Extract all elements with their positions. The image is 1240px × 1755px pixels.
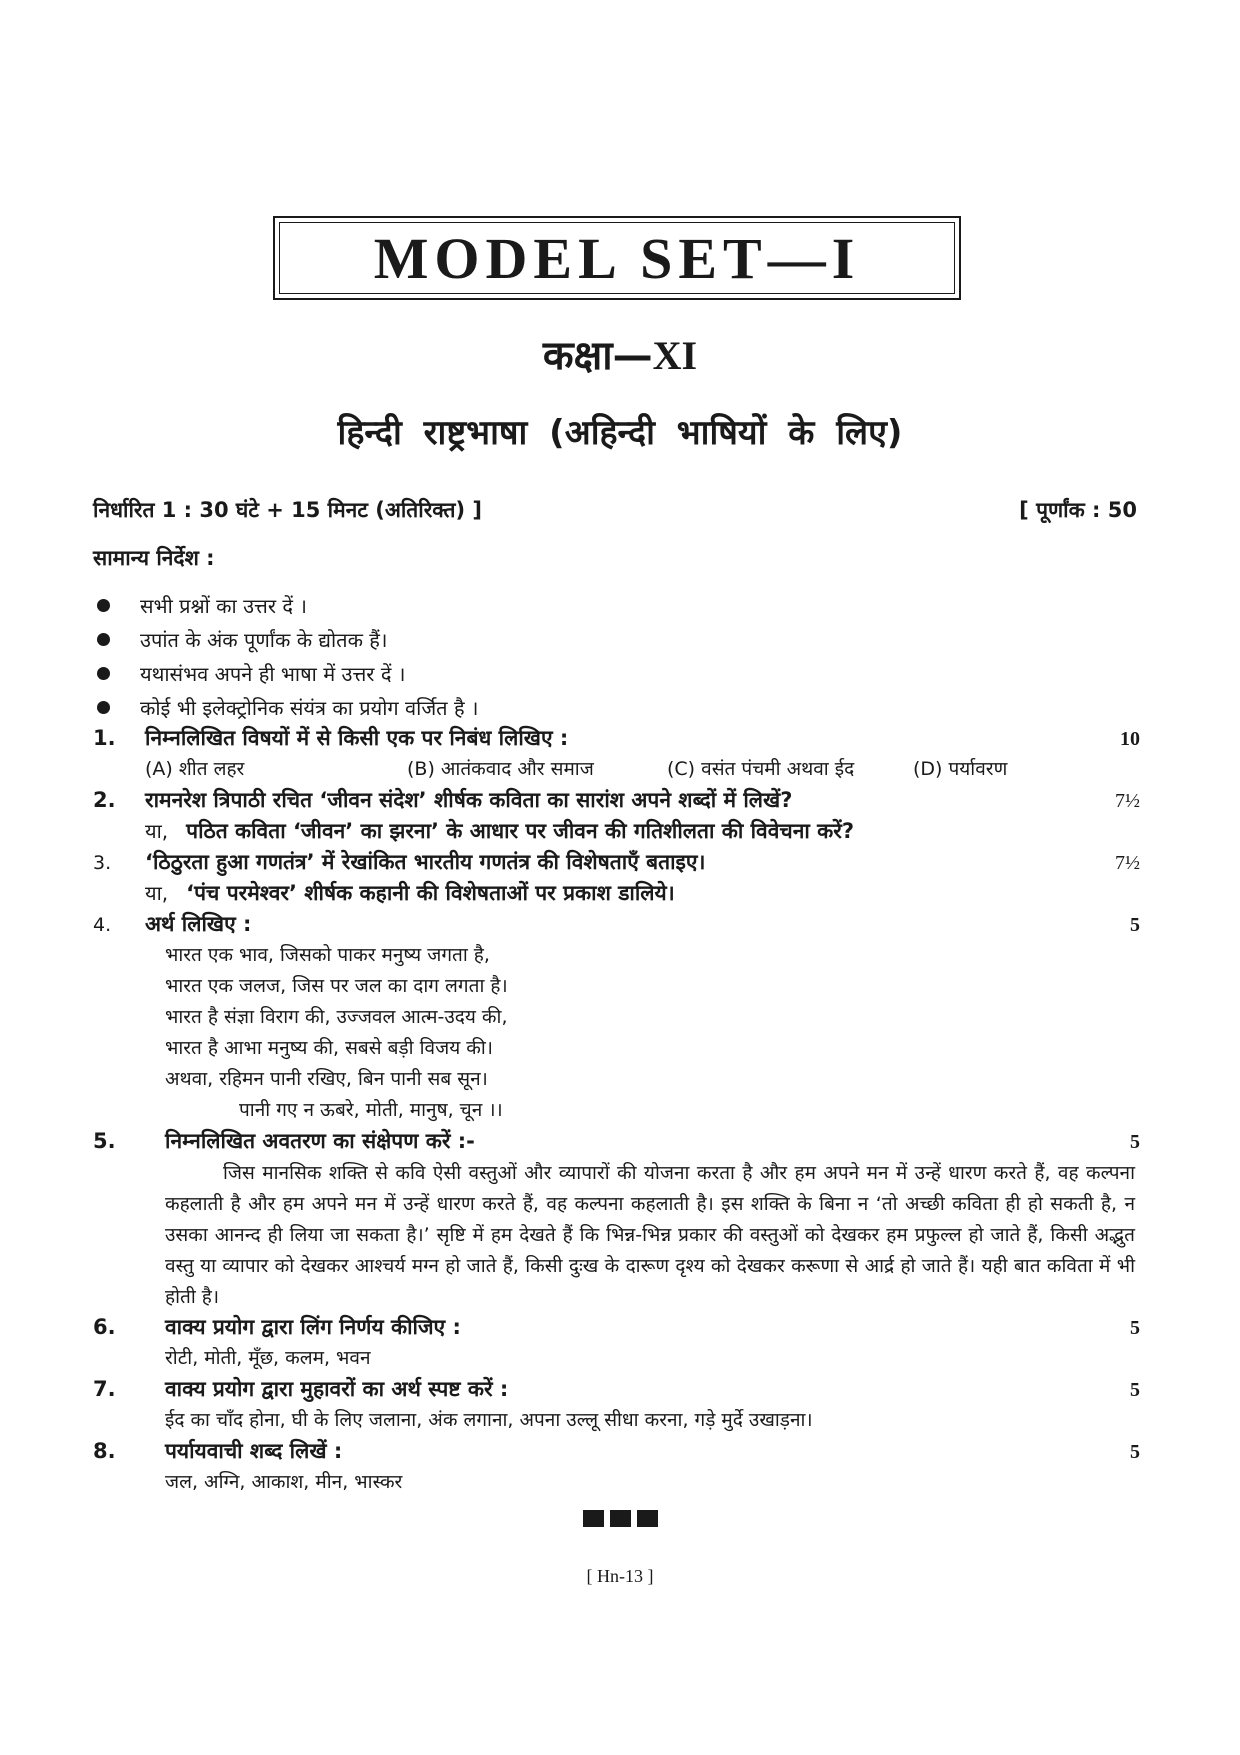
alternative-label: या, <box>145 819 169 843</box>
question-marks: 7½ <box>1115 790 1140 812</box>
question-number: 5. <box>93 1129 116 1153</box>
question-2 <box>93 786 1140 817</box>
question-number: 8. <box>93 1439 116 1463</box>
end-of-paper-marks <box>0 1510 1240 1527</box>
option-c: (C) वसंत पंचमी अथवा ईद <box>667 758 855 780</box>
instruction-text: उपांत के अंक पूर्णांक के द्योतक हैं। <box>140 627 388 652</box>
bullet-icon <box>97 667 110 680</box>
end-square-icon <box>637 1510 658 1527</box>
instructions-heading: सामान्य निर्देश : <box>93 546 215 570</box>
question-number: 4. <box>93 914 112 936</box>
question-4 <box>93 910 1140 941</box>
instruction-text: कोई भी इलेक्ट्रोनिक संयंत्र का प्रयोग वर्जित है । <box>140 695 479 720</box>
subject-heading: हिन्दी राष्ट्रभाषा (अहिन्दी भाषियों के लिए) <box>337 413 903 453</box>
class-value: XI <box>652 333 698 378</box>
bullet-icon <box>97 599 110 612</box>
question-number: 2. <box>93 788 116 812</box>
question-text: वाक्य प्रयोग द्वारा मुहावरों का अर्थ स्पष्ट करें : <box>165 1377 509 1401</box>
question-number: 6. <box>93 1315 116 1339</box>
question-1-options <box>93 755 1140 786</box>
exam-meta-row <box>93 496 1137 524</box>
end-square-icon <box>610 1510 631 1527</box>
instruction-item <box>93 656 1133 690</box>
idiom-list: ईद का चाँद होना, घी के लिए जलाना, अंक लगाना, अपना उल्लू सीधा करना, गड़े मुर्दे उखाड़ना। <box>165 1409 813 1431</box>
poem-line: भारत है आभा मनुष्य की, सबसे बड़ी विजय की। <box>165 1037 493 1059</box>
question-text: निम्नलिखित अवतरण का संक्षेपण करें :- <box>165 1129 475 1153</box>
class-prefix: कक्षा— <box>542 333 653 379</box>
question-marks: 5 <box>1130 1379 1140 1401</box>
question-marks: 5 <box>1130 1441 1140 1463</box>
class-heading <box>0 326 1240 381</box>
option-b: (B) आतंकवाद और समाज <box>407 758 594 780</box>
page-number: [ Hn-13 ] <box>586 1566 654 1586</box>
instruction-item <box>93 588 1133 622</box>
question-marks: 5 <box>1130 914 1140 936</box>
word-list: रोटी, मोती, मूँछ, कलम, भवन <box>165 1347 371 1369</box>
title-box <box>273 216 961 300</box>
question-number: 3. <box>93 852 112 874</box>
alternative-text: पठित कविता ‘जीवन’ का झरना’ के आधार पर जीवन की गतिशीलता की विवेचना करें? <box>186 819 855 843</box>
question-number: 7. <box>93 1377 116 1401</box>
question-number: 1. <box>93 726 116 750</box>
question-2-alternative <box>93 817 1140 848</box>
bullet-icon <box>97 633 110 646</box>
option-a: (A) शीत लहर <box>145 758 245 780</box>
bullet-icon <box>97 701 110 714</box>
page-title: MODEL SET—I <box>373 225 861 291</box>
full-marks: [ पूर्णांक : 50 <box>1019 498 1137 522</box>
question-3-alternative <box>93 879 1140 910</box>
alternative-text: ‘पंच परमेश्वर’ शीर्षक कहानी की विशेषताओं पर प्रकाश डालिये। <box>186 881 675 905</box>
poem-line: पानी गए न ऊबरे, मोती, मानुष, चून ।। <box>239 1099 503 1121</box>
instruction-text: यथासंभव अपने ही भाषा में उत्तर दें । <box>140 661 406 686</box>
option-d: (D) पर्यावरण <box>913 758 1008 780</box>
question-text: ‘ठिठुरता हुआ गणतंत्र’ में रेखांकित भारतीय गणतंत्र की विशेषताएँ बताइए। <box>145 850 706 874</box>
questions-section <box>93 724 1140 1499</box>
instructions-list <box>93 588 1133 724</box>
question-marks: 5 <box>1130 1131 1140 1153</box>
question-text: निम्नलिखित विषयों में से किसी एक पर निबंध लिखिए : <box>145 726 569 750</box>
question-marks: 10 <box>1120 728 1140 750</box>
time-allotted: निर्धारित 1 : 30 घंटे + 15 मिनट (अतिरिक्त) ] <box>93 498 483 522</box>
question-marks: 5 <box>1130 1317 1140 1339</box>
instruction-text: सभी प्रश्नों का उत्तर दें । <box>140 593 307 618</box>
instruction-item <box>93 690 1133 724</box>
end-square-icon <box>583 1510 604 1527</box>
instruction-item <box>93 622 1133 656</box>
poem-line: भारत एक भाव, जिसको पाकर मनुष्य जगता है, <box>165 944 490 966</box>
question-text: रामनरेश त्रिपाठी रचित ‘जीवन संदेश’ शीर्षक कविता का सारांश अपने शब्दों में लिखें? <box>145 788 793 812</box>
question-5 <box>93 1127 1140 1158</box>
word-list: जल, अग्नि, आकाश, मीन, भास्कर <box>165 1471 403 1493</box>
poem-line: अथवा, रहिमन पानी रखिए, बिन पानी सब सून। <box>165 1068 488 1090</box>
question-1 <box>93 724 1140 755</box>
question-marks: 7½ <box>1115 852 1140 874</box>
passage-paragraph: जिस मानसिक शक्ति से कवि ऐसी वस्तुओं और व्यापारों की योजना करता है और हम अपने मन में उन्हें धारण करते हैं, वह कल्पना कहलाती है और हम अपने मन में उन्हें धारण करते हैं, वह कल्पना कहलाती है। इस शक्ति के बिना न ‘तो अच्छी कविता ही हो सकती है, न उसका आनन्द ही लिया जा सकता है।’ सृष्टि में हम देखते हैं कि भिन्न-भिन्न प्रकार की वस्तुओं को देखकर हम प्रफुल्ल हो जाते हैं, किसी अद्भुत वस्तु या व्यापार को देखकर आश्चर्य मग्न हो जाते हैं, किसी दुःख के दारूण दृश्य को देखकर करूणा से आर्द्र हो जाते हैं। यही बात कविता में भी होती है। <box>165 1162 1135 1308</box>
poem-line: भारत एक जलज, जिस पर जल का दाग लगता है। <box>165 975 508 997</box>
question-7 <box>93 1375 1140 1406</box>
poem-line: भारत है संज्ञा विराग की, उज्जवल आत्म-उदय की, <box>165 1006 508 1028</box>
alternative-label: या, <box>145 881 169 905</box>
question-3 <box>93 848 1140 879</box>
question-text: पर्यायवाची शब्द लिखें : <box>165 1439 343 1463</box>
question-6 <box>93 1313 1140 1344</box>
question-text: अर्थ लिखिए : <box>145 912 252 936</box>
question-text: वाक्य प्रयोग द्वारा लिंग निर्णय कीजिए : <box>165 1315 461 1339</box>
question-8 <box>93 1437 1140 1468</box>
